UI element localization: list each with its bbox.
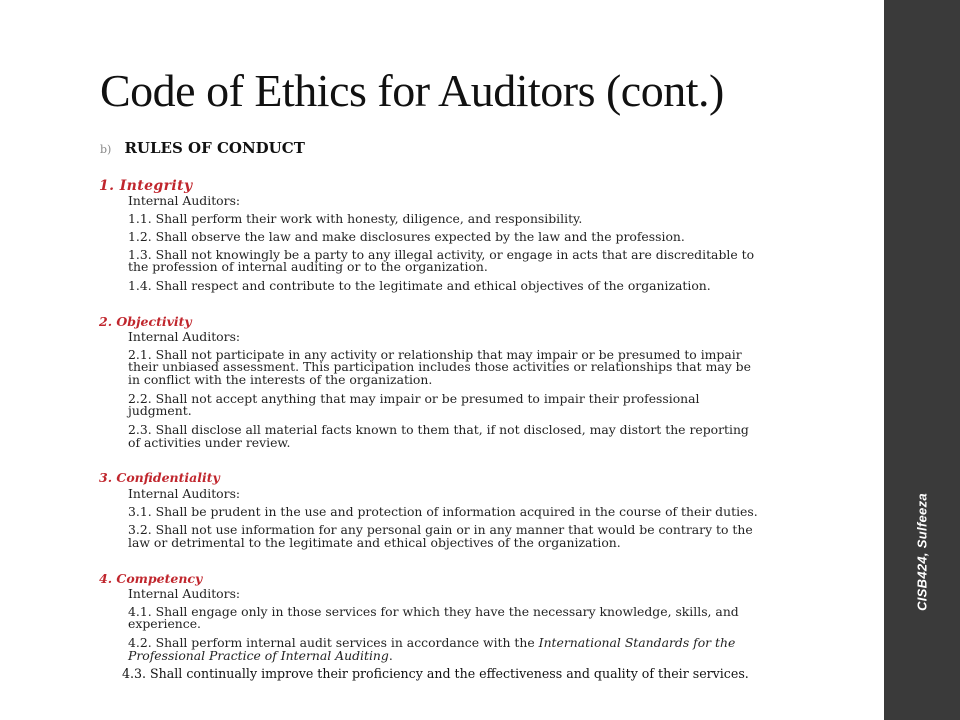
section-intro: Internal Auditors: (128, 586, 241, 601)
rule-item-continued: their unbiased assessment. This participation includes those activities or relationships that may be (128, 359, 751, 374)
rule-item: 4.3. Shall continually improve their proficiency and the effectiveness and quality of their services. (122, 666, 749, 681)
sidebar-band (884, 0, 960, 720)
standards-title-continued: Professional Practice of Internal Auditing (128, 648, 389, 663)
rule-item-continued: law or detrimental to the legitimate and ethical objectives of the organization. (128, 535, 621, 550)
rule-item-continued: experience. (128, 616, 201, 631)
rule-text: 4.2. Shall perform internal audit services in accordance with the (128, 635, 539, 650)
section-intro: Internal Auditors: (128, 486, 241, 501)
rule-item: 3.2. Shall not use information for any personal gain or in any manner that would be contrary to the (128, 522, 753, 537)
section-intro: Internal Auditors: (128, 193, 241, 208)
section-heading-confidentiality: 3. Confidentiality (99, 470, 220, 485)
subheading-text: RULES OF CONDUCT (124, 139, 305, 157)
rule-item: 1.1. Shall perform their work with honesty, diligence, and responsibility. (128, 211, 583, 226)
rule-item: 1.2. Shall observe the law and make disclosures expected by the law and the profession. (128, 229, 685, 244)
section-heading-integrity: 1. Integrity (99, 178, 193, 194)
rule-item: 3.1. Shall be prudent in the use and protection of information acquired in the course of their duties. (128, 504, 758, 519)
rule-item-continued: of activities under review. (128, 435, 291, 450)
list-marker: b) (100, 143, 112, 156)
rule-item-continued (128, 650, 393, 662)
rule-item: 1.3. Shall not knowingly be a party to any illegal activity, or engage in acts that are discreditable to (128, 247, 755, 262)
rule-item-continued: judgment. (128, 403, 192, 418)
rule-item: 2.1. Shall not participate in any activity or relationship that may impair or be presumed to impair (128, 347, 742, 362)
section-heading-objectivity: 2. Objectivity (99, 314, 192, 329)
rule-item: 1.4. Shall respect and contribute to the legitimate and ethical objectives of the organization. (128, 278, 711, 293)
rule-item-continued: in conflict with the interests of the organization. (128, 372, 433, 387)
rule-item: 4.1. Shall engage only in those services for which they have the necessary knowledge, skills, and (128, 604, 739, 619)
section-heading-competency: 4. Competency (99, 571, 203, 586)
rule-text-end: . (388, 648, 393, 663)
rule-item: 2.2. Shall not accept anything that may impair or be presumed to impair their professional (128, 391, 700, 406)
slide-title: Code of Ethics for Auditors (cont.) (100, 65, 724, 116)
rule-item: 2.3. Shall disclose all material facts known to them that, if not disclosed, may distort the reporting (128, 422, 749, 437)
course-author-label: CISB424, Sulfeeza (914, 493, 930, 611)
rule-item-continued: the profession of internal auditing or to the organization. (128, 259, 488, 274)
standards-title: International Standards for the (538, 635, 736, 650)
section-intro: Internal Auditors: (128, 329, 241, 344)
